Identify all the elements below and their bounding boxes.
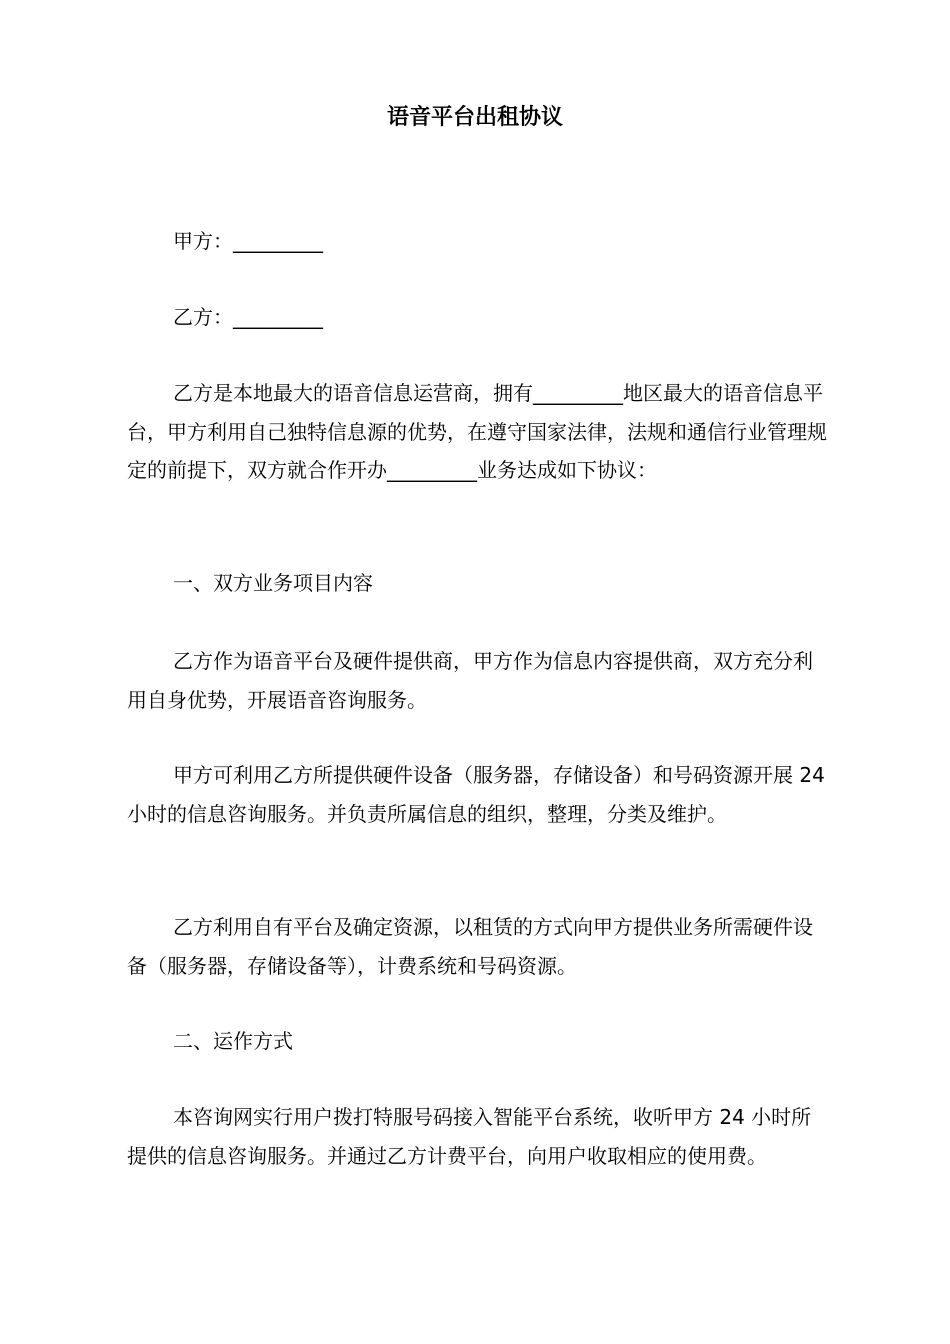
section1-paragraph-2: 甲方可利用乙方所提供硬件设备（服务器，存储设备）和号码资源开展 24 小时的信息咨询服务。并负责所属信息的组织，整理，分类及维护。 (127, 763, 825, 826)
section2-heading: 二、运作方式 (173, 1029, 293, 1053)
party-a-line: 甲方：_________ (173, 229, 323, 253)
party-b-line: 乙方：_________ (173, 305, 323, 329)
section1-paragraph-3: 乙方利用自有平台及确定资源，以租赁的方式向甲方提供业务所需硬件设备（服务器，存储设备等），计费系统和号码资源。 (127, 915, 813, 978)
section1-heading: 一、双方业务项目内容 (173, 571, 373, 595)
document-title: 语音平台出租协议 (386, 105, 563, 130)
section2-paragraph-1: 本咨询网实行用户拨打特服号码接入智能平台系统，收听甲方 24 小时所提供的信息咨询服务。并通过乙方计费平台，向用户收取相应的使用费。 (127, 1105, 812, 1168)
intro-paragraph: 乙方是本地最大的语音信息运营商，拥有_________地区最大的语音信息平台，甲方利用自己独特信息源的优势，在遵守国家法律，法规和通信行业管理规定的前提下，双方就合作开办_________业务达成如下协议： (127, 381, 827, 482)
section1-paragraph-1: 乙方作为语音平台及硬件提供商，甲方作为信息内容提供商，双方充分利用自身优势，开展语音咨询服务。 (127, 649, 813, 712)
